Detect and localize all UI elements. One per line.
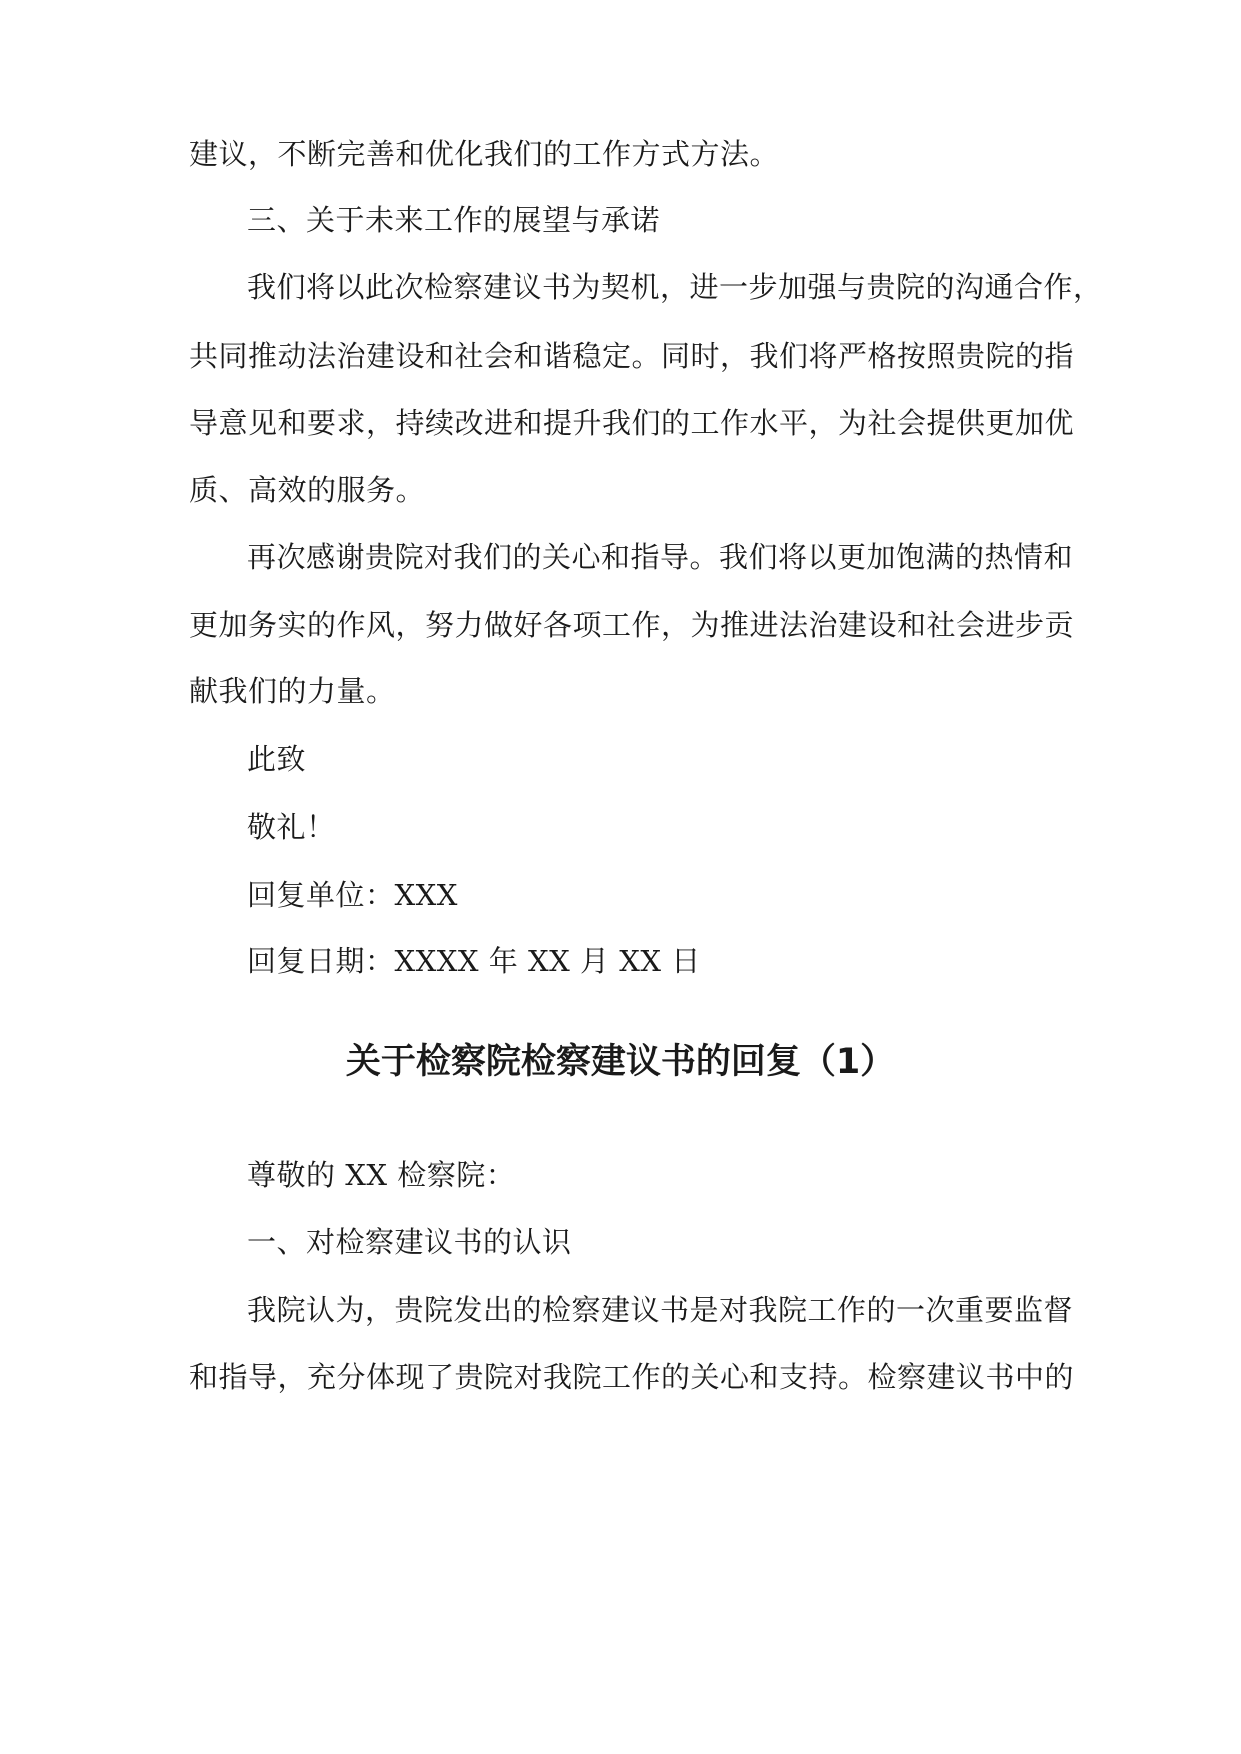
reply-date: 回复日期：XXXX 年 XX 月 XX 日 xyxy=(247,944,701,978)
section-heading: 一、对检察建议书的认识 xyxy=(247,1225,572,1259)
document-title: 关于检察院检察建议书的回复（1） xyxy=(345,1042,896,1082)
paragraph-line: 导意见和要求，持续改进和提升我们的工作水平，为社会提供更加优 xyxy=(189,406,1075,440)
section-heading: 三、关于未来工作的展望与承诺 xyxy=(247,203,661,237)
closing-line: 敬礼！ xyxy=(247,810,336,844)
paragraph-line: 更加务实的作风，努力做好各项工作，为推进法治建设和社会进步贡 xyxy=(189,608,1075,642)
paragraph-line: 再次感谢贵院对我们的关心和指导。我们将以更加饱满的热情和 xyxy=(247,540,1074,574)
paragraph-line: 共同推动法治建设和社会和谐稳定。同时，我们将严格按照贵院的指 xyxy=(189,339,1075,373)
paragraph-line: 我们将以此次检察建议书为契机，进一步加强与贵院的沟通合作， xyxy=(247,270,1103,304)
paragraph-line: 献我们的力量。 xyxy=(189,674,396,708)
paragraph-line: 和指导，充分体现了贵院对我院工作的关心和支持。检察建议书中的 xyxy=(189,1360,1075,1394)
closing-line: 此致 xyxy=(247,742,307,776)
paragraph-line: 我院认为，贵院发出的检察建议书是对我院工作的一次重要监督 xyxy=(247,1293,1074,1327)
salutation: 尊敬的 XX 检察院： xyxy=(247,1158,516,1192)
paragraph-line: 建议，不断完善和优化我们的工作方式方法。 xyxy=(189,137,780,171)
reply-unit: 回复单位：XXX xyxy=(247,878,458,912)
paragraph-line: 质、高效的服务。 xyxy=(189,473,426,507)
